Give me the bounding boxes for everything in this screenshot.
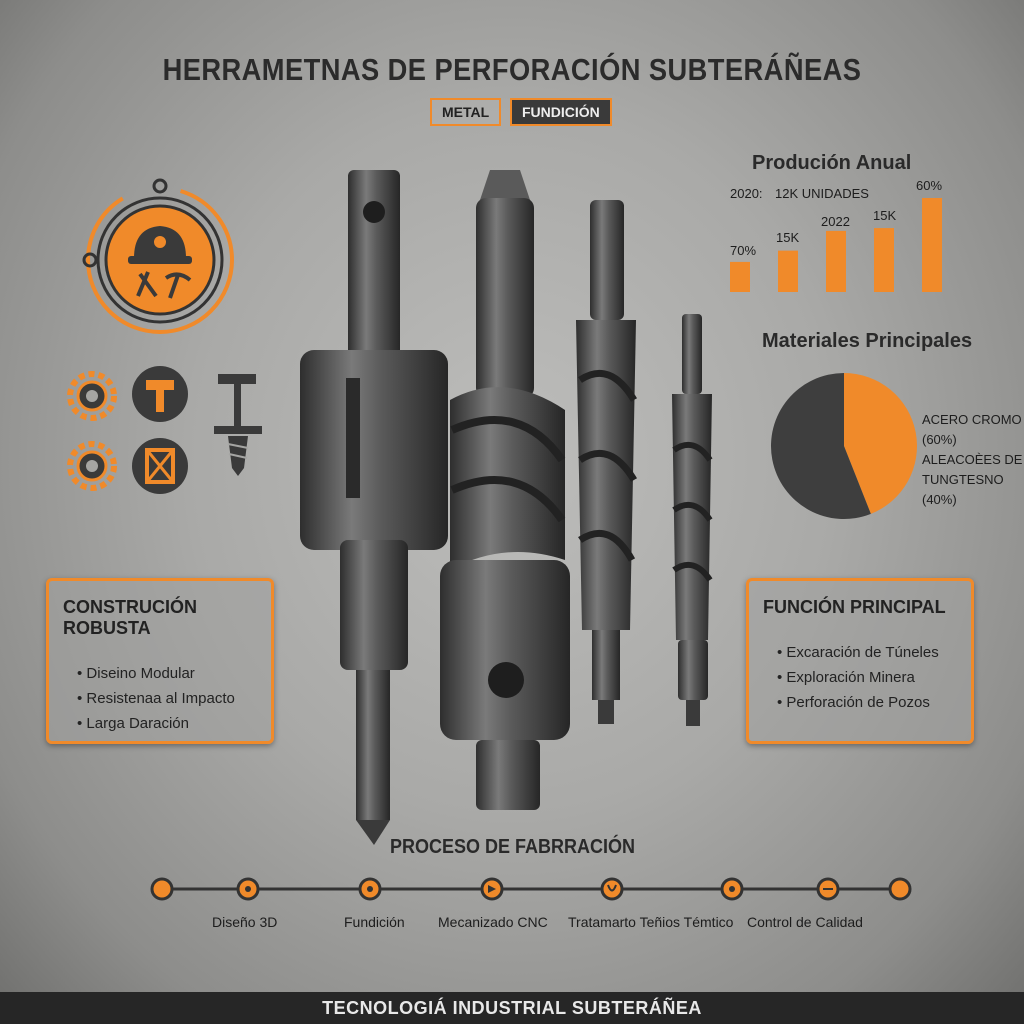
legend-line-2: (60%) [922,432,957,447]
list-item: • Perforación de Pozos [777,694,957,711]
scaffold-icon [130,436,190,496]
production-label-4: 15K [873,208,897,223]
drill-bits-illustration [280,160,740,860]
process-step-4: Tratamarto Teñios Témtico [568,914,734,930]
timeline-node-3 [482,879,502,899]
page-title: HERRAMETNAS DE PERFORACIÓN SUBTERÁÑEAS [162,52,862,87]
timeline-node-start [152,879,172,899]
drill-bit-spiral [440,170,570,810]
timeline-node-5 [722,879,742,899]
function-list [763,644,957,711]
production-label-1: 70% [730,243,757,258]
timeline-node-1 [238,879,258,899]
production-label-3: 2022 [821,214,850,229]
list-item: • Resistenaa al Impacto [77,690,257,707]
tag-metal[interactable]: METAL [430,98,501,126]
function-panel [746,578,974,744]
production-label-units: 12K UNIDADES [775,186,869,201]
footer-banner: TECNOLOGIÁ INDUSTRIAL SUBTERÁÑEA [0,992,1024,1024]
timeline-node-6 [818,879,838,899]
production-bar-1 [730,262,750,292]
production-bar-chart [728,196,948,292]
legend-line-4: TUNGTESNO [922,472,1004,487]
materials-title: Materiales Principales [762,330,973,352]
list-item: • Exploración Minera [777,669,957,686]
legend-line-3: ALEACOЀES DE [922,452,1023,467]
hammer-screw-icon [210,368,266,478]
production-bar-4 [874,228,894,292]
hammer-icon [130,364,190,424]
tag-fundicion[interactable]: FUNDICIÓN [510,98,612,126]
process-step-3: Mecanizado CNC [438,914,548,930]
construction-list [63,665,257,732]
legend-line-5: (40%) [922,492,957,507]
production-bar-5 [922,198,942,292]
production-title: Produción Anual [752,152,912,174]
legend-line-1: ACERO CROMO [922,412,1022,427]
construction-title: CONSTRUCIÓN ROBUSTA [63,597,197,638]
timeline-node-2 [360,879,380,899]
production-label-2: 15K [776,230,800,245]
construction-panel [46,578,274,744]
process-step-5: Control de Calidad [747,914,863,930]
process-step-1: Diseño 3D [212,914,278,930]
production-bar-2 [778,251,798,292]
production-label-5: 60% [916,178,943,193]
drill-bit-small [672,314,712,726]
list-item: • Diseino Modular [77,665,257,682]
process-step-2: Fundición [344,914,405,930]
gear-icon-2 [62,436,122,496]
mining-emblem [78,178,238,338]
production-bar-3 [826,231,846,292]
list-item: • Excaración de Túneles [777,644,957,661]
drill-bit-medium [576,200,636,724]
process-title: PROCESO DE FABRRACIÓN [390,836,636,858]
timeline-node-end [890,879,910,899]
function-title: FUNCIÓN PRINCIPAL [763,597,946,617]
drill-bit-large [300,170,448,845]
materials-pie-chart [768,370,920,522]
process-timeline [150,874,920,904]
materials-legend [922,410,1022,510]
gear-icon [62,366,122,426]
list-item: • Larga Daración [77,715,257,732]
timeline-node-4 [602,879,622,899]
production-label-year: 2020: [730,186,763,201]
